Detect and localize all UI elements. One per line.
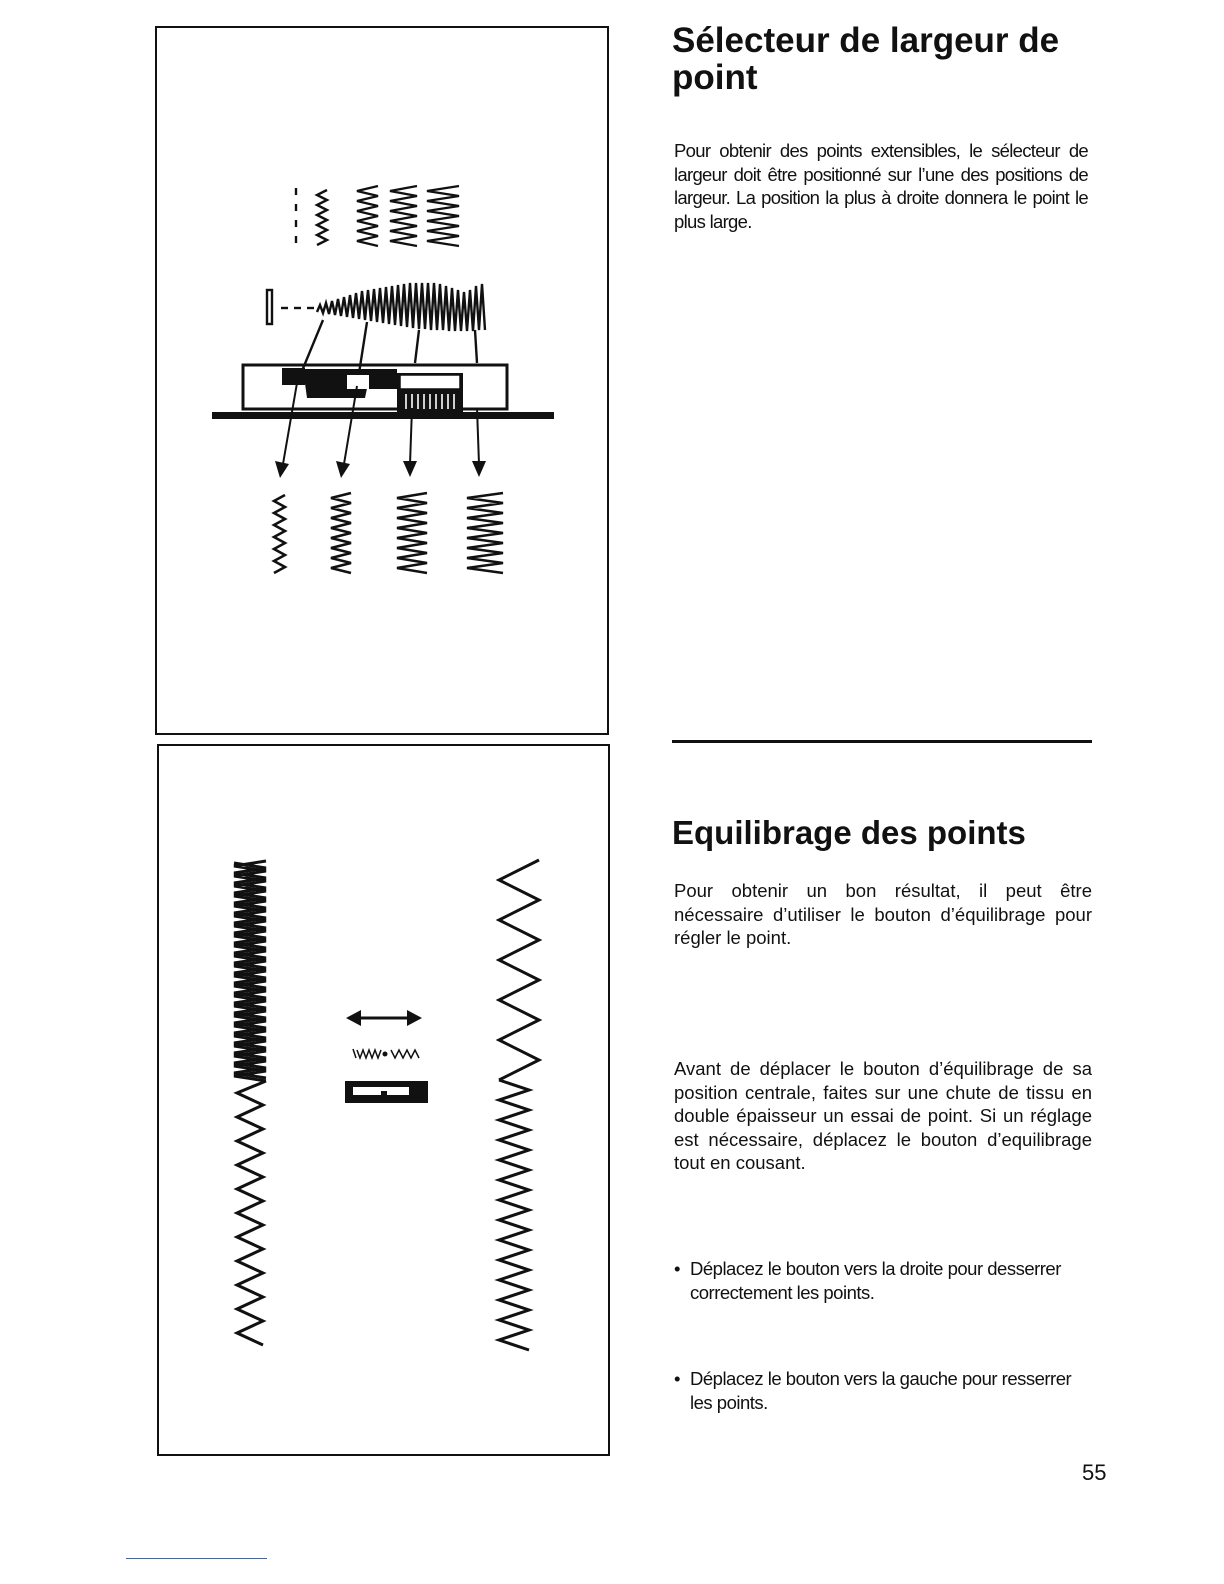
balance-center-dot <box>383 1052 388 1057</box>
balance-symbol-icon <box>357 1050 381 1058</box>
balanced-stitch-column-right <box>499 1080 529 1350</box>
stitch-balance-paragraph-2: Avant de déplacer le bouton d’équilibrage de sa position centrale, faites sur une chute de tissu en double épaisseur un essai de point. Si un réglage est nécessaire, déplacez le bouton d’equilibrage tout en cousant. <box>674 1058 1092 1173</box>
arrow-head-1-icon <box>275 461 289 478</box>
arrow-head-2-icon <box>336 461 350 478</box>
arrow-head-4-icon <box>472 461 486 477</box>
open-stitch-column-left <box>237 1081 266 1345</box>
bullet-icon: • <box>674 1258 680 1279</box>
result-zigzag-2-icon <box>331 493 351 573</box>
stitch-balance-paragraph-1: Pour obtenir un bon résultat, il peut être nécessaire d’utiliser le bouton d’équilibrage pour régler le point. <box>674 880 1092 948</box>
zigzag-width-3-icon <box>390 186 417 246</box>
section-divider <box>672 740 1092 743</box>
zigzag-width-1-icon <box>317 190 327 245</box>
section-title-stitch-width: Sélecteur de largeur de point <box>672 21 1060 97</box>
bullet-text: Déplacez le bouton vers la gauche pour resserrer les points. <box>690 1368 1072 1413</box>
zigzag-width-4-icon <box>427 186 459 246</box>
result-zigzag-1-icon <box>274 495 285 573</box>
stitch-balance-illustration <box>157 744 610 1456</box>
zigzag-width-2-icon <box>357 186 378 246</box>
stitch-balance-diagram <box>159 746 608 1454</box>
stitch-width-illustration <box>155 26 609 735</box>
bullet-item-right <box>674 1257 1074 1304</box>
result-zigzag-3-icon <box>397 493 427 573</box>
stitch-width-paragraph: Pour obtenir des points extensibles, le sélecteur de largeur doit être positionné sur l’une des positions de largeur. La position la plus à droite donnera le point le plus large. <box>674 140 1088 232</box>
page-number: 55 <box>1082 1460 1107 1485</box>
footer-link-underline <box>126 1558 267 1559</box>
arrow-left-icon <box>346 1010 361 1026</box>
bullet-icon: • <box>674 1368 680 1389</box>
arrow-head-3-icon <box>403 461 417 477</box>
bullet-item-left <box>674 1367 1074 1414</box>
open-stitch-column-right <box>499 860 539 1080</box>
widening-zigzag-line <box>317 283 485 331</box>
stitch-width-diagram <box>157 28 607 733</box>
needle-icon <box>267 290 272 324</box>
arrow-right-icon <box>407 1010 422 1026</box>
machine-base-bar <box>212 412 554 419</box>
section-title-stitch-balance: Equilibrage des points <box>672 814 1026 851</box>
result-zigzag-4-icon <box>467 493 503 573</box>
bullet-text: Déplacez le bouton vers la droite pour desserrer correctement les points. <box>690 1258 1061 1303</box>
